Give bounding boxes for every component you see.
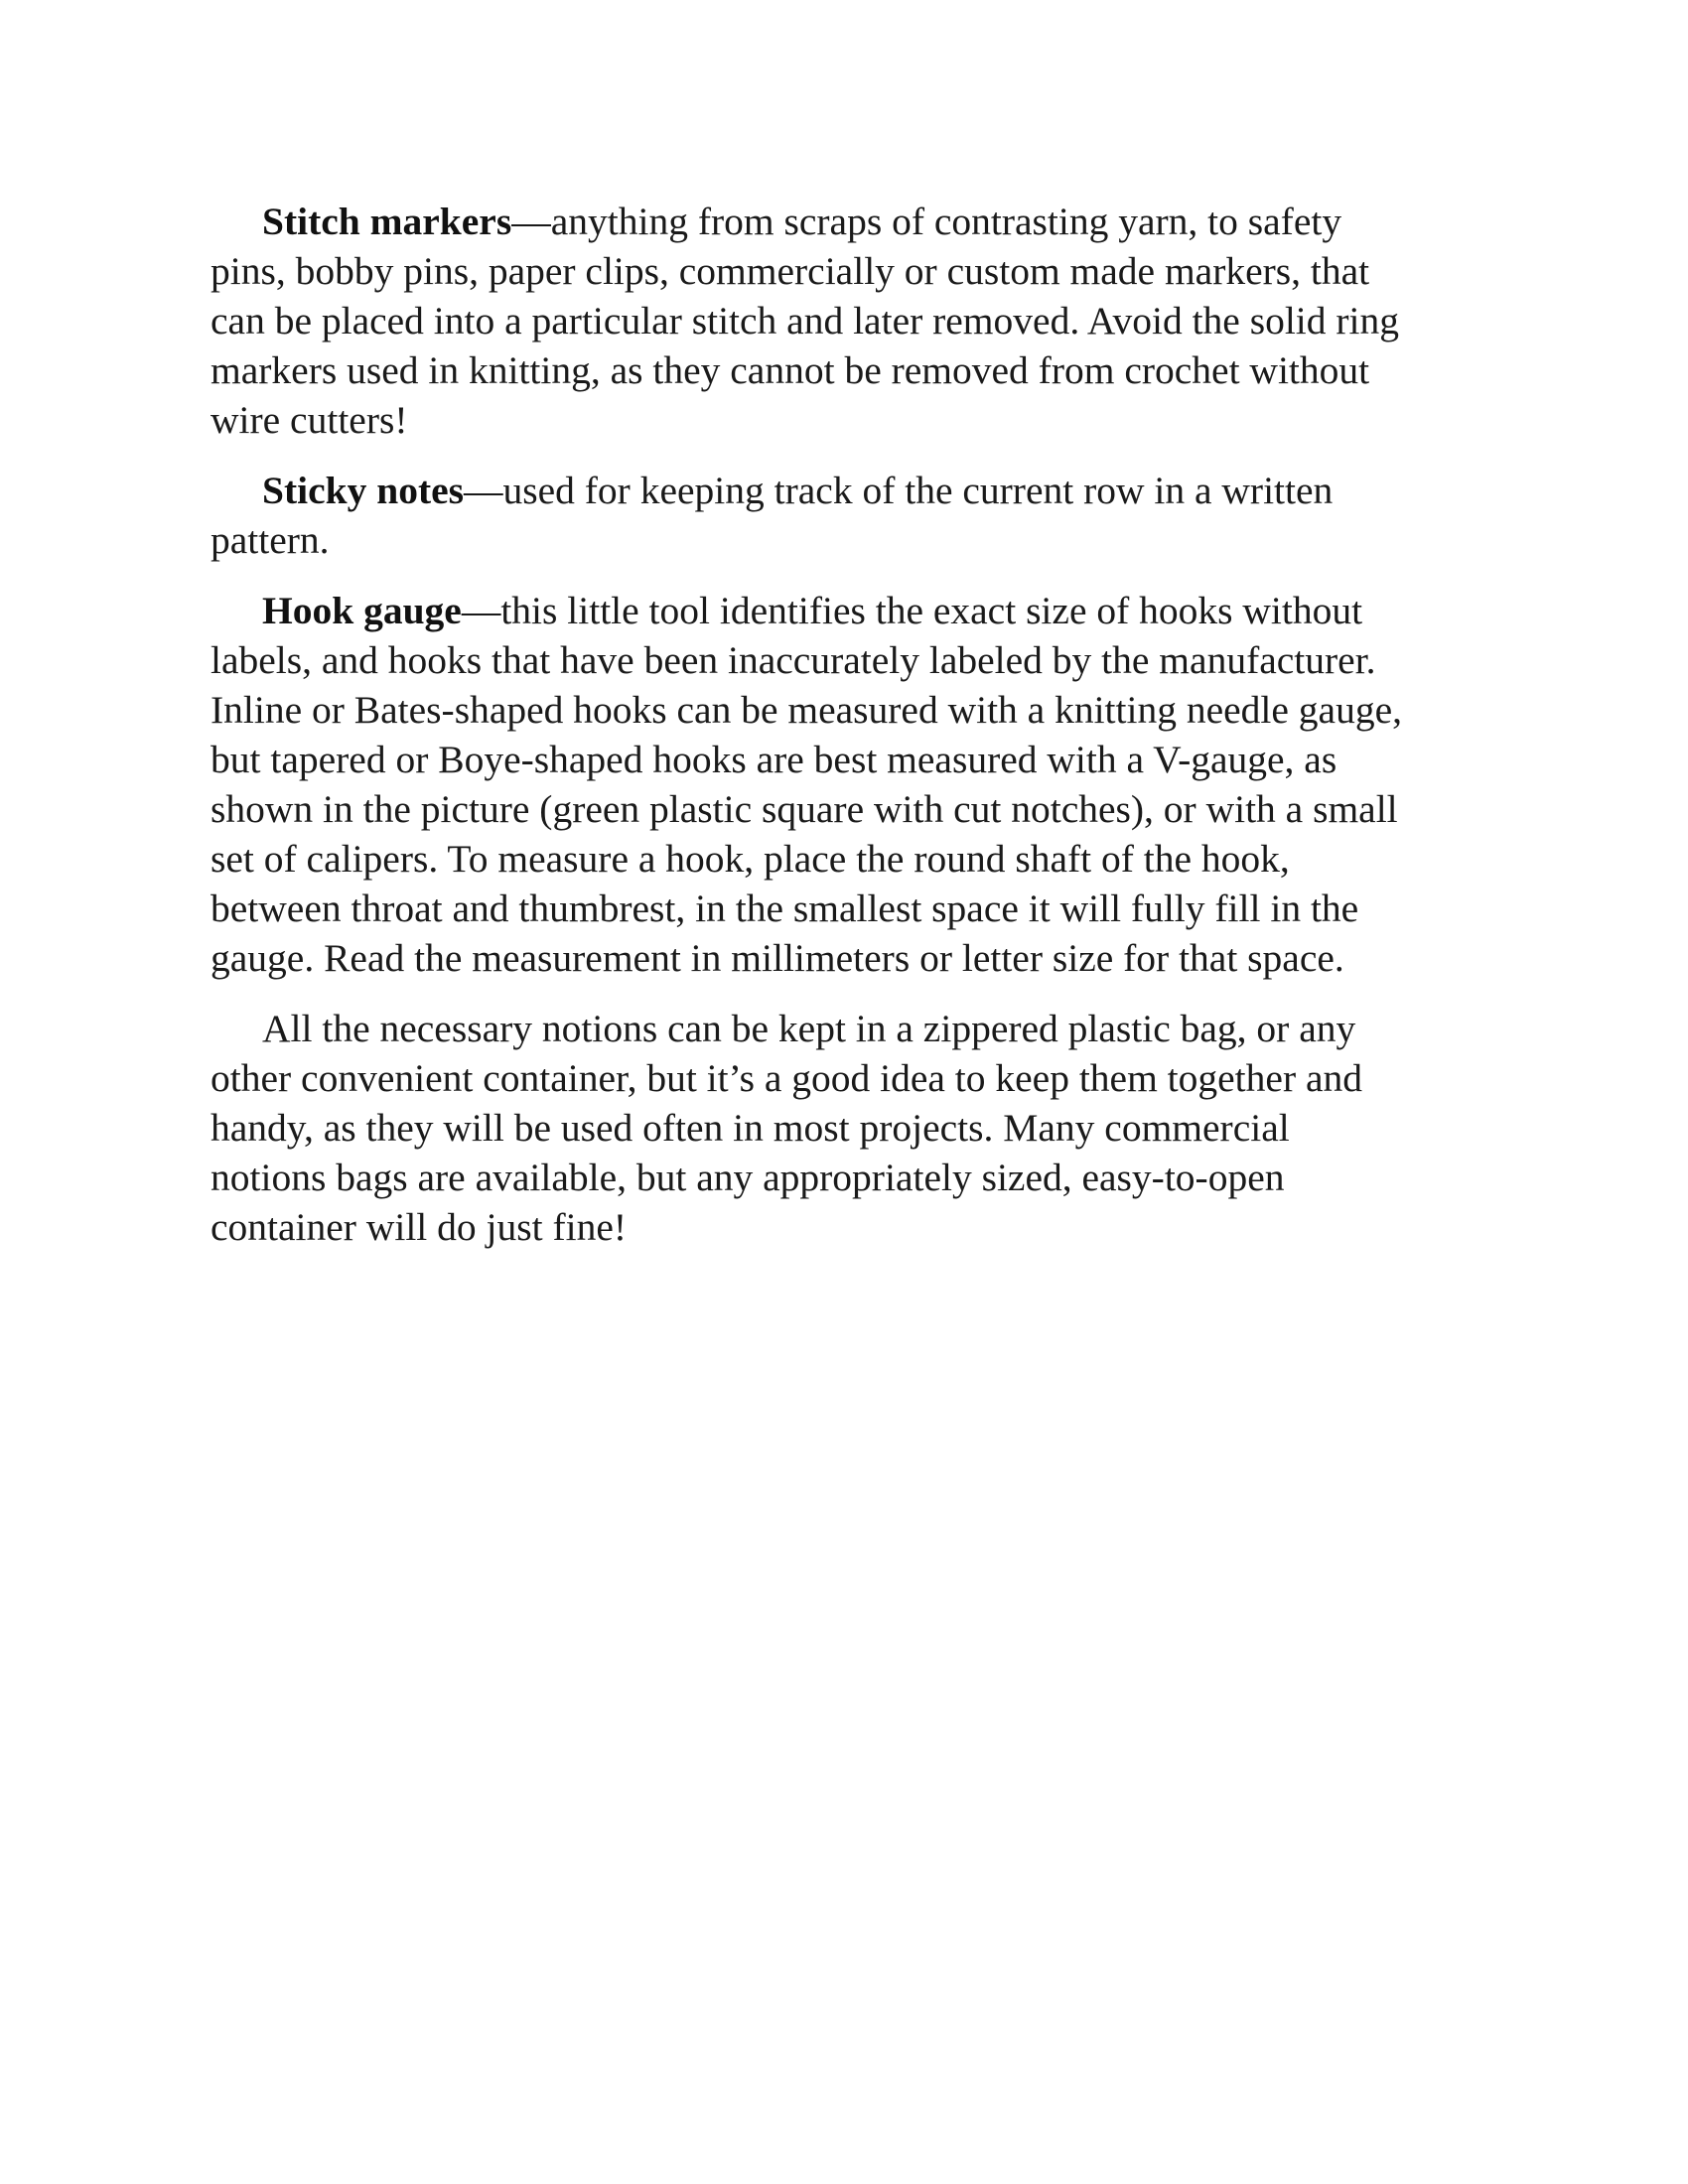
paragraph-hook-gauge	[211, 586, 1501, 983]
term-stitch-markers: Stitch markers	[262, 200, 512, 243]
text-line: pattern.	[211, 518, 330, 562]
text-line: set of calipers. To measure a hook, place the round shaft of the hook,	[211, 837, 1290, 881]
text-line: labels, and hooks that have been inaccurately labeled by the manufacturer.	[211, 638, 1376, 682]
text-line: handy, as they will be used often in most projects. Many commercial	[211, 1106, 1290, 1150]
paragraph-sticky-notes	[211, 466, 1501, 565]
text-line: Sticky notes—used for keeping track of the current row in a written	[262, 469, 1334, 512]
text-line: pins, bobby pins, paper clips, commercially or custom made markers, that	[211, 249, 1370, 293]
text-line: shown in the picture (green plastic square with cut notches), or with a small	[211, 787, 1398, 831]
text-line: Inline or Bates-shaped hooks can be measured with a knitting needle gauge,	[211, 688, 1402, 732]
text-line: wire cutters!	[211, 398, 408, 442]
text-line: notions bags are available, but any appropriately sized, easy-to-open	[211, 1156, 1285, 1199]
text-line: other convenient container, but it’s a good idea to keep them together and	[211, 1056, 1363, 1100]
paragraph-notions-bag	[211, 1004, 1501, 1252]
term-sticky-notes: Sticky notes	[262, 469, 464, 512]
text-line: Hook gauge—this little tool identifies the exact size of hooks without	[262, 589, 1363, 632]
paragraph-stitch-markers	[211, 197, 1501, 445]
text-line: between throat and thumbrest, in the smallest space it will fully fill in the	[211, 887, 1359, 930]
text-line: gauge. Read the measurement in millimeters or letter size for that space.	[211, 936, 1344, 980]
document-page	[211, 197, 1501, 1273]
text-line: container will do just fine!	[211, 1205, 628, 1249]
text-line: Stitch markers—anything from scraps of contrasting yarn, to safety	[262, 200, 1342, 243]
text-line: markers used in knitting, as they cannot be removed from crochet without	[211, 348, 1370, 392]
text-line: but tapered or Boye-shaped hooks are best measured with a V-gauge, as	[211, 738, 1337, 781]
term-hook-gauge: Hook gauge	[262, 589, 462, 632]
text-line: All the necessary notions can be kept in a zippered plastic bag, or any	[262, 1007, 1356, 1050]
text-line: can be placed into a particular stitch and later removed. Avoid the solid ring	[211, 299, 1400, 342]
